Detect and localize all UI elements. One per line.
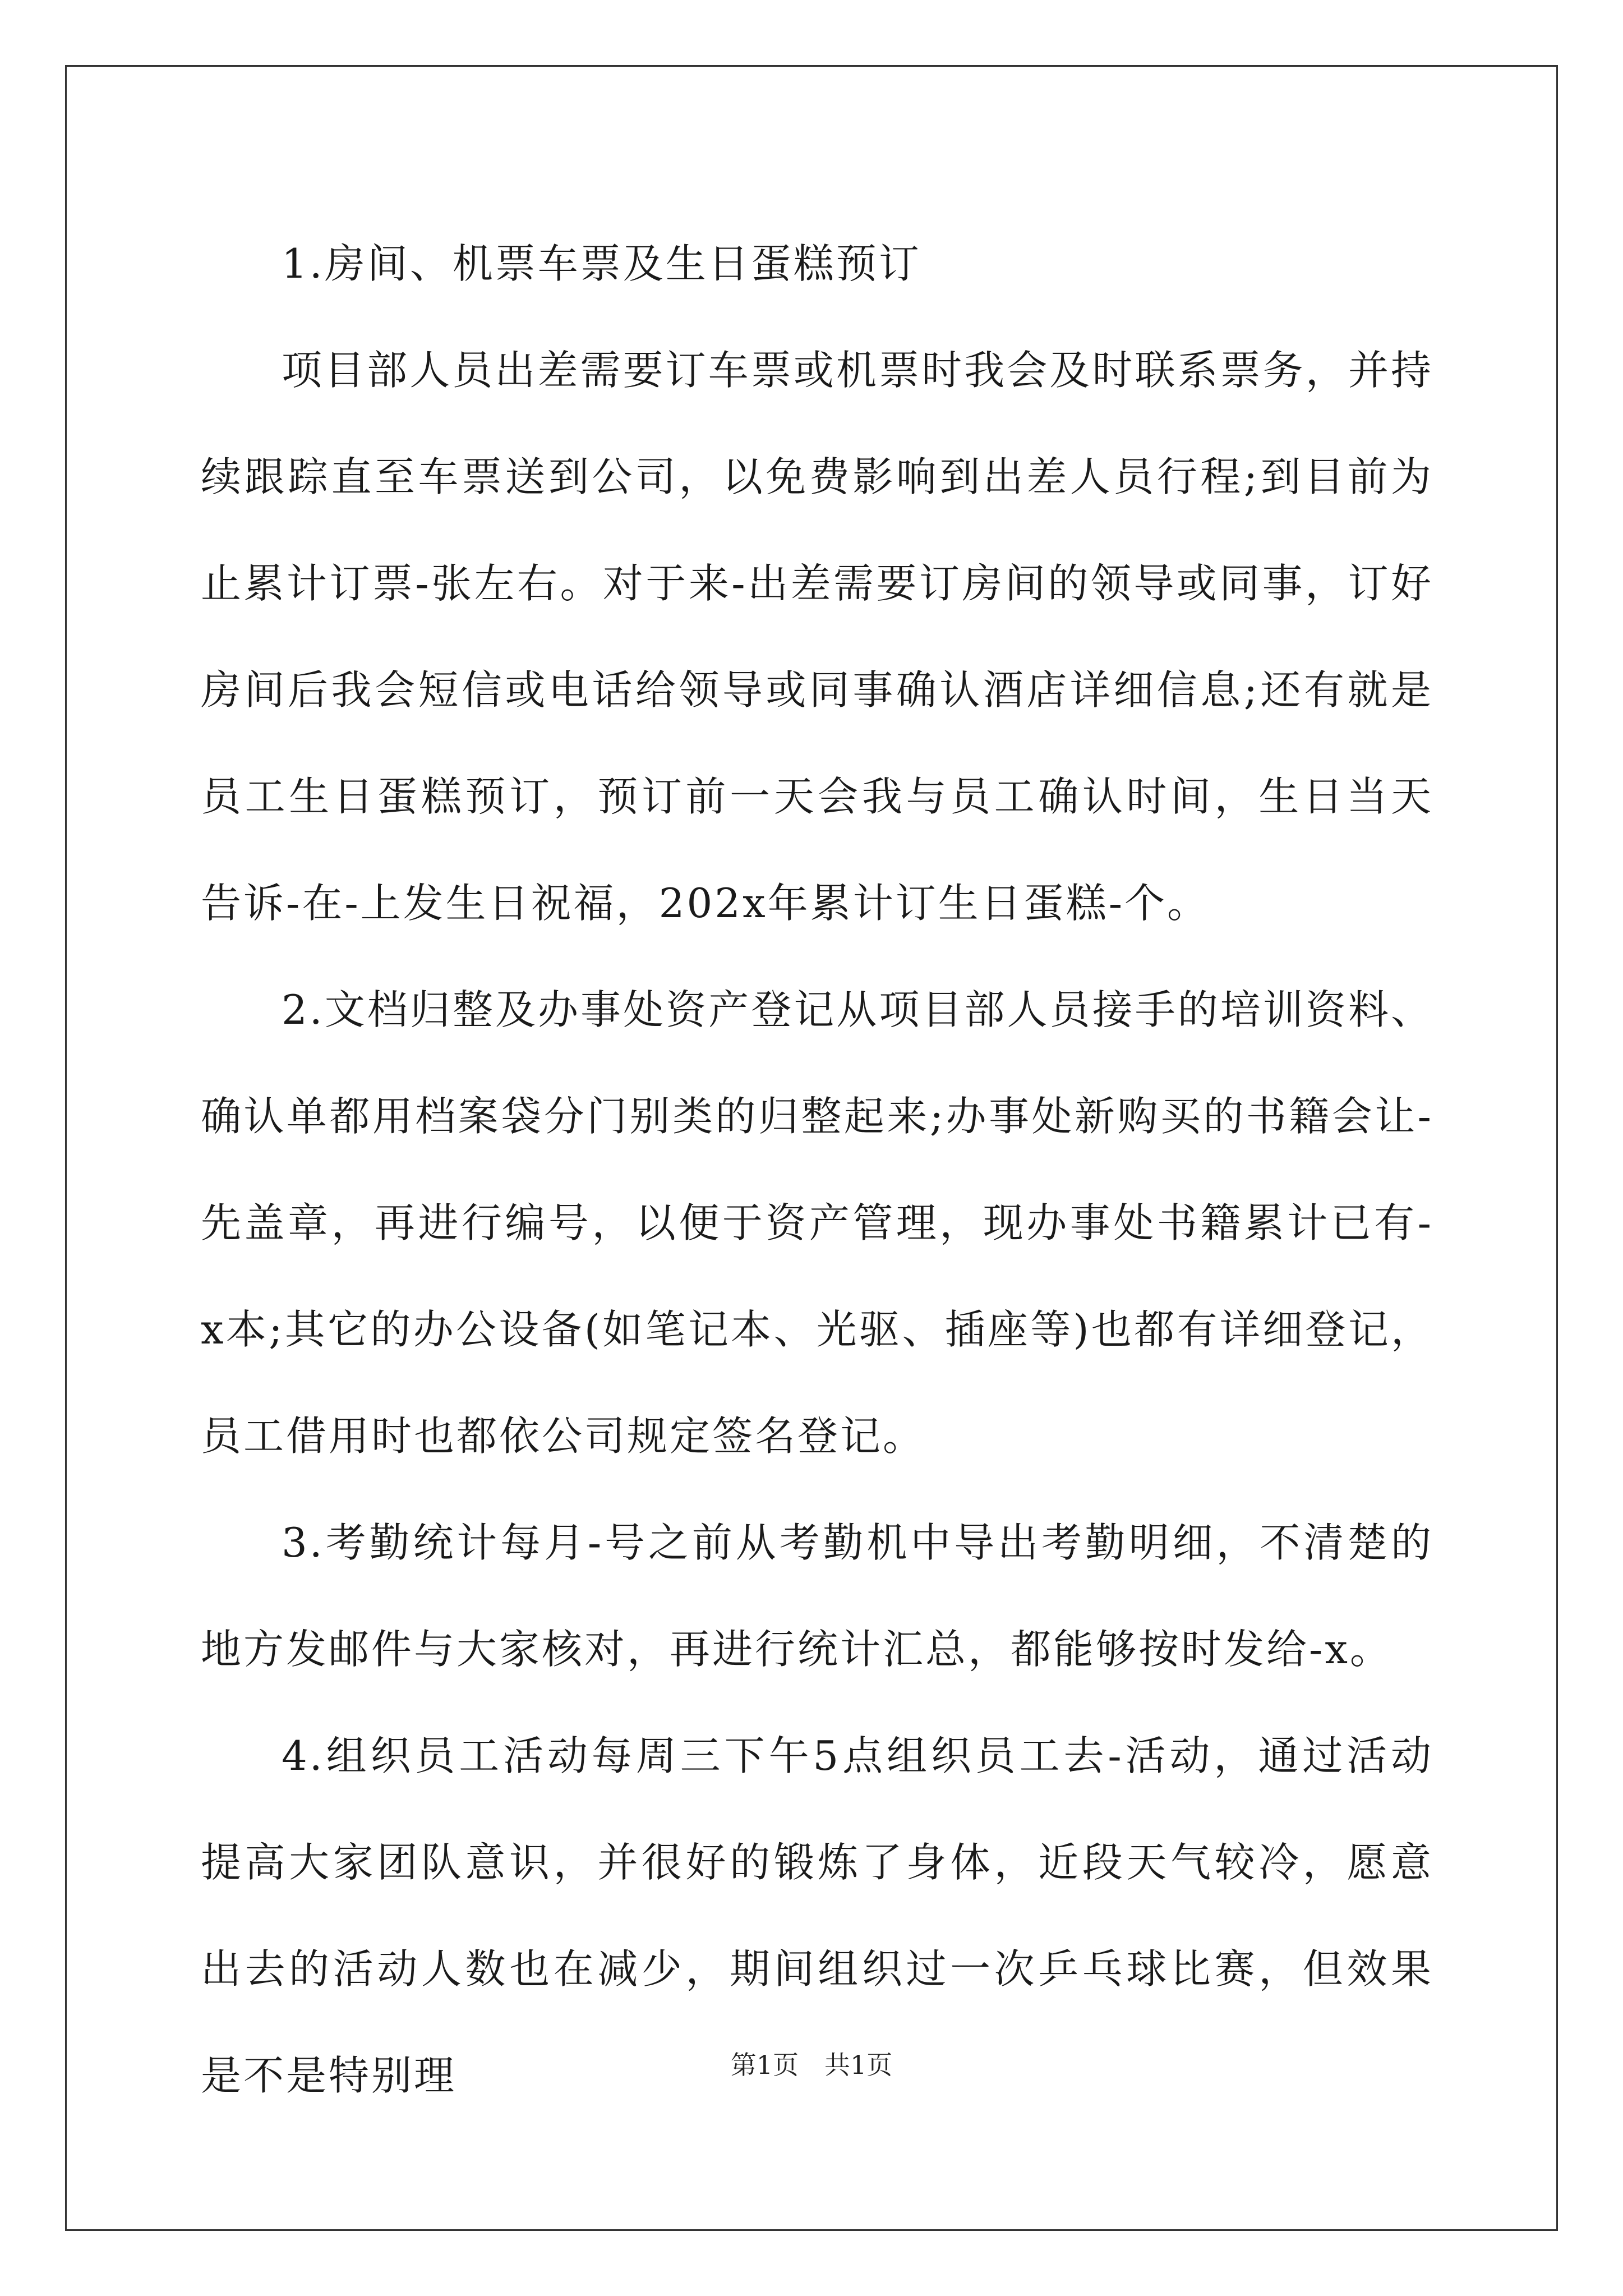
page-footer: 第1页 共1页 — [730, 2050, 893, 2080]
paragraph-heading-1: 1.房间、机票车票及生日蛋糕预订 — [282, 240, 921, 287]
paragraph-1-body: 项目部人员出差需要订车票或机票时我会及时联系票务，并持续跟踪直至车票送到公司，以免费影响到出差人员行程;到目前为止累计订票-张左右。对于来-出差需要订房间的领导或同事，订好房间后我会短信或电话给领导或同事确认酒店详细信息;还有就是员工生日蛋糕预订，预订前一天会我与员工确认时间，生日当天告诉-在-上发生日祝福，202x年累计订生日蛋糕-个。 — [201, 347, 1433, 927]
paragraph-4: 4.组织员工活动每周三下午5点组织员工去-活动，通过活动提高大家团队意识，并很好的锻炼了身体，近段天气较冷，愿意出去的活动人数也在减少，期间组织过一次乒乓球比赛，但效果是不是特别理 — [201, 1732, 1433, 2099]
document-body — [201, 210, 1433, 2129]
paragraph-3: 3.考勤统计每月-号之前从考勤机中导出考勤明细，不清楚的地方发邮件与大家核对，再进行统计汇总，都能够按时发给-x。 — [201, 1519, 1433, 1673]
paragraph-2: 2.文档归整及办事处资产登记从项目部人员接手的培训资料、确认单都用档案袋分门别类的归整起来;办事处新购买的书籍会让-先盖章，再进行编号，以便于资产管理，现办事处书籍累计已有-x本;其它的办公设备(如笔记本、光驱、插座等)也都有详细登记，员工借用时也都依公司规定签名登记。 — [201, 986, 1433, 1460]
